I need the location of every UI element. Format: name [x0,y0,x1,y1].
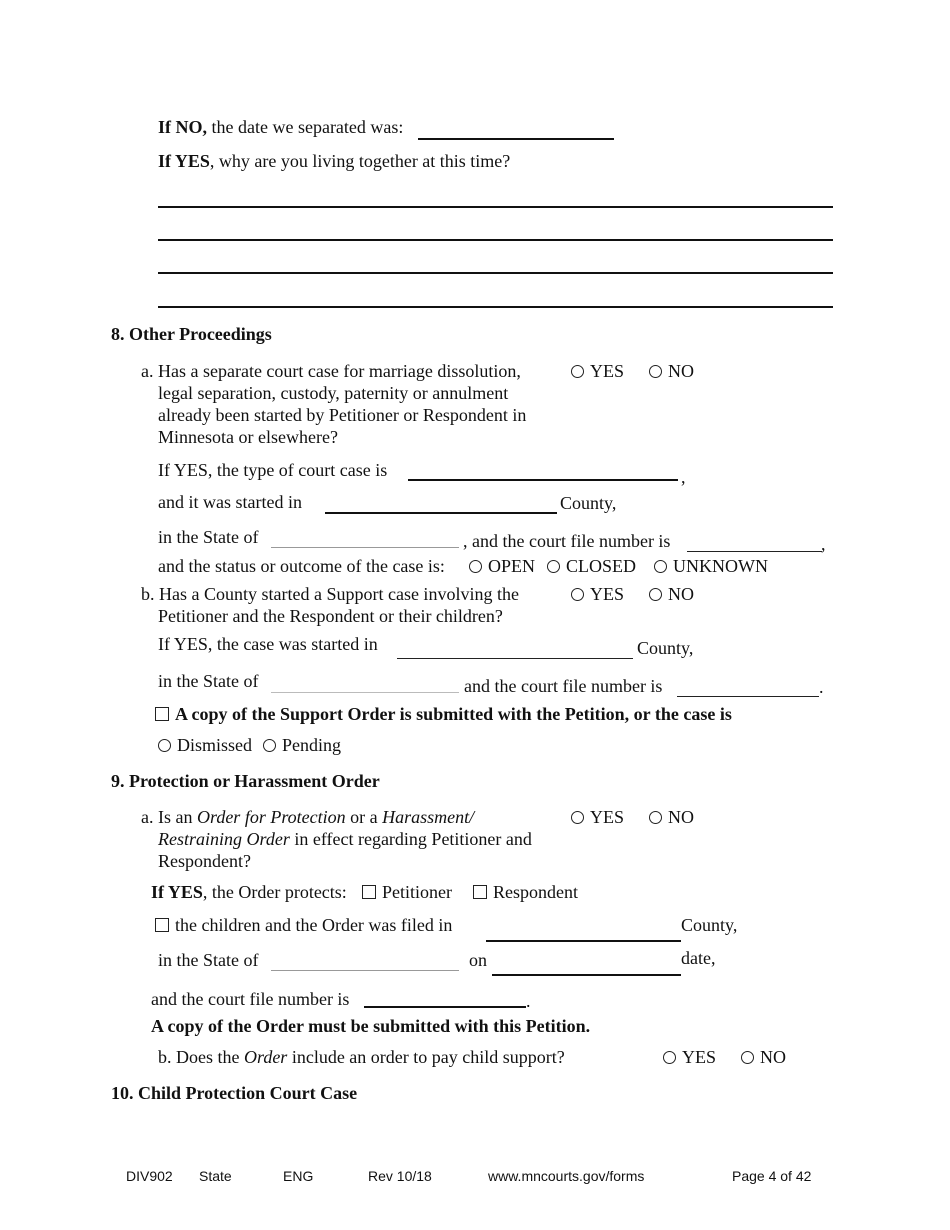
status-label: and the status or outcome of the case is: [158,556,445,576]
checkbox-icon[interactable] [155,707,169,721]
q9a-line2: Restraining Order in effect regarding Petitioner and [158,829,532,849]
q8a-line2: legal separation, custody, paternity or annulment [158,383,509,403]
radio-icon[interactable] [649,588,662,601]
reason-line-2[interactable] [158,239,833,241]
order-county-field[interactable] [486,940,681,942]
q9b-no-option[interactable]: NO [741,1046,786,1068]
support-county-label: County, [637,638,694,658]
reason-line-1[interactable] [158,206,833,208]
radio-icon[interactable] [158,739,171,752]
protects-petitioner-option[interactable]: Petitioner [362,881,452,903]
section-10-heading: 10. Child Protection Court Case [111,1083,358,1103]
section-8-heading: 8. Other Proceedings [111,324,272,344]
q8a-line3: already been started by Petitioner or Respondent in [158,405,527,425]
order-state-field[interactable] [271,970,459,971]
state-of-label: in the State of [158,527,259,547]
reason-line-4[interactable] [158,306,833,308]
footer-form-id: DIV902 [126,1168,173,1184]
radio-icon[interactable] [571,365,584,378]
support-file-period: . [819,677,824,697]
support-started-label: If YES, the case was started in [158,634,378,654]
radio-icon[interactable] [263,739,276,752]
county-label: County, [560,493,617,513]
order-state-label: in the State of [158,950,259,970]
q9a-yes-option[interactable]: YES [571,806,624,828]
status-unknown-option[interactable]: UNKNOWN [654,555,768,577]
footer-lang: ENG [283,1168,314,1184]
support-file-label: and the court file number is [464,676,663,696]
dismissed-option[interactable]: Dismissed [158,734,252,756]
radio-icon[interactable] [649,811,662,824]
footer-url[interactable]: www.mncourts.gov/forms [488,1168,645,1184]
radio-icon[interactable] [571,811,584,824]
status-open-option[interactable]: OPEN [469,555,535,577]
q9b-question: b. Does the Order include an order to pay child support? [158,1047,565,1067]
radio-icon[interactable] [741,1051,754,1064]
q9a-line1: a. Is an Order for Protection or a Harassment/ [141,807,475,827]
checkbox-icon[interactable] [473,885,487,899]
started-county-field[interactable] [325,512,557,514]
radio-icon[interactable] [654,560,667,573]
case-type-comma: , [681,467,686,487]
if-yes-label: If YES, why are you living together at this time? [158,151,511,171]
order-protects-label: If YES, the Order protects: [151,882,347,902]
q8a-no-option[interactable]: NO [649,360,694,382]
support-state-label: in the State of [158,671,259,691]
order-file-label: and the court file number is [151,989,350,1009]
order-date-field[interactable] [492,974,681,976]
q8b-no-option[interactable]: NO [649,583,694,605]
footer-page: Page 4 of 42 [732,1168,812,1184]
radio-icon[interactable] [571,588,584,601]
support-copy-option[interactable]: A copy of the Support Order is submitted with the Petition, or the case is [155,703,732,725]
protects-respondent-option[interactable]: Respondent [473,881,578,903]
order-copy-required: A copy of the Order must be submitted with this Petition. [151,1016,591,1036]
q8b-line1: b. Has a County started a Support case involving the [141,584,519,604]
support-file-field[interactable] [677,696,819,697]
started-in-label: and it was started in [158,492,302,512]
radio-icon[interactable] [663,1051,676,1064]
separation-date-field[interactable] [418,138,614,140]
status-closed-option[interactable]: CLOSED [547,555,636,577]
footer-state: State [199,1168,232,1184]
checkbox-icon[interactable] [155,918,169,932]
state-field[interactable] [271,547,459,548]
pending-option[interactable]: Pending [263,734,341,756]
section-9-heading: 9. Protection or Harassment Order [111,771,380,791]
order-file-field[interactable] [364,1006,526,1008]
q8a-line1: a. Has a separate court case for marriage dissolution, [141,361,521,381]
order-on-label: on [469,950,487,970]
support-county-field[interactable] [397,658,633,659]
q9a-no-option[interactable]: NO [649,806,694,828]
radio-icon[interactable] [469,560,482,573]
checkbox-icon[interactable] [362,885,376,899]
q9b-yes-option[interactable]: YES [663,1046,716,1068]
protects-children-option[interactable]: the children and the Order was filed in [155,914,452,936]
order-date-label: date, [681,948,716,968]
case-type-field[interactable] [408,479,678,481]
order-county-label: County, [681,915,738,935]
case-type-label: If YES, the type of court case is [158,460,388,480]
file-number-field[interactable] [687,551,822,552]
if-no-label: If NO, the date we separated was: [158,117,404,137]
q9a-line3: Respondent? [158,851,251,871]
reason-line-3[interactable] [158,272,833,274]
radio-icon[interactable] [547,560,560,573]
file-number-label: , and the court file number is [463,531,671,551]
support-state-field[interactable] [271,692,459,693]
footer-rev: Rev 10/18 [368,1168,432,1184]
file-number-comma: , [821,534,826,554]
q8a-line4: Minnesota or elsewhere? [158,427,338,447]
order-file-period: . [526,991,531,1011]
radio-icon[interactable] [649,365,662,378]
q8a-yes-option[interactable]: YES [571,360,624,382]
q8b-yes-option[interactable]: YES [571,583,624,605]
q8b-line2: Petitioner and the Respondent or their children? [158,606,503,626]
